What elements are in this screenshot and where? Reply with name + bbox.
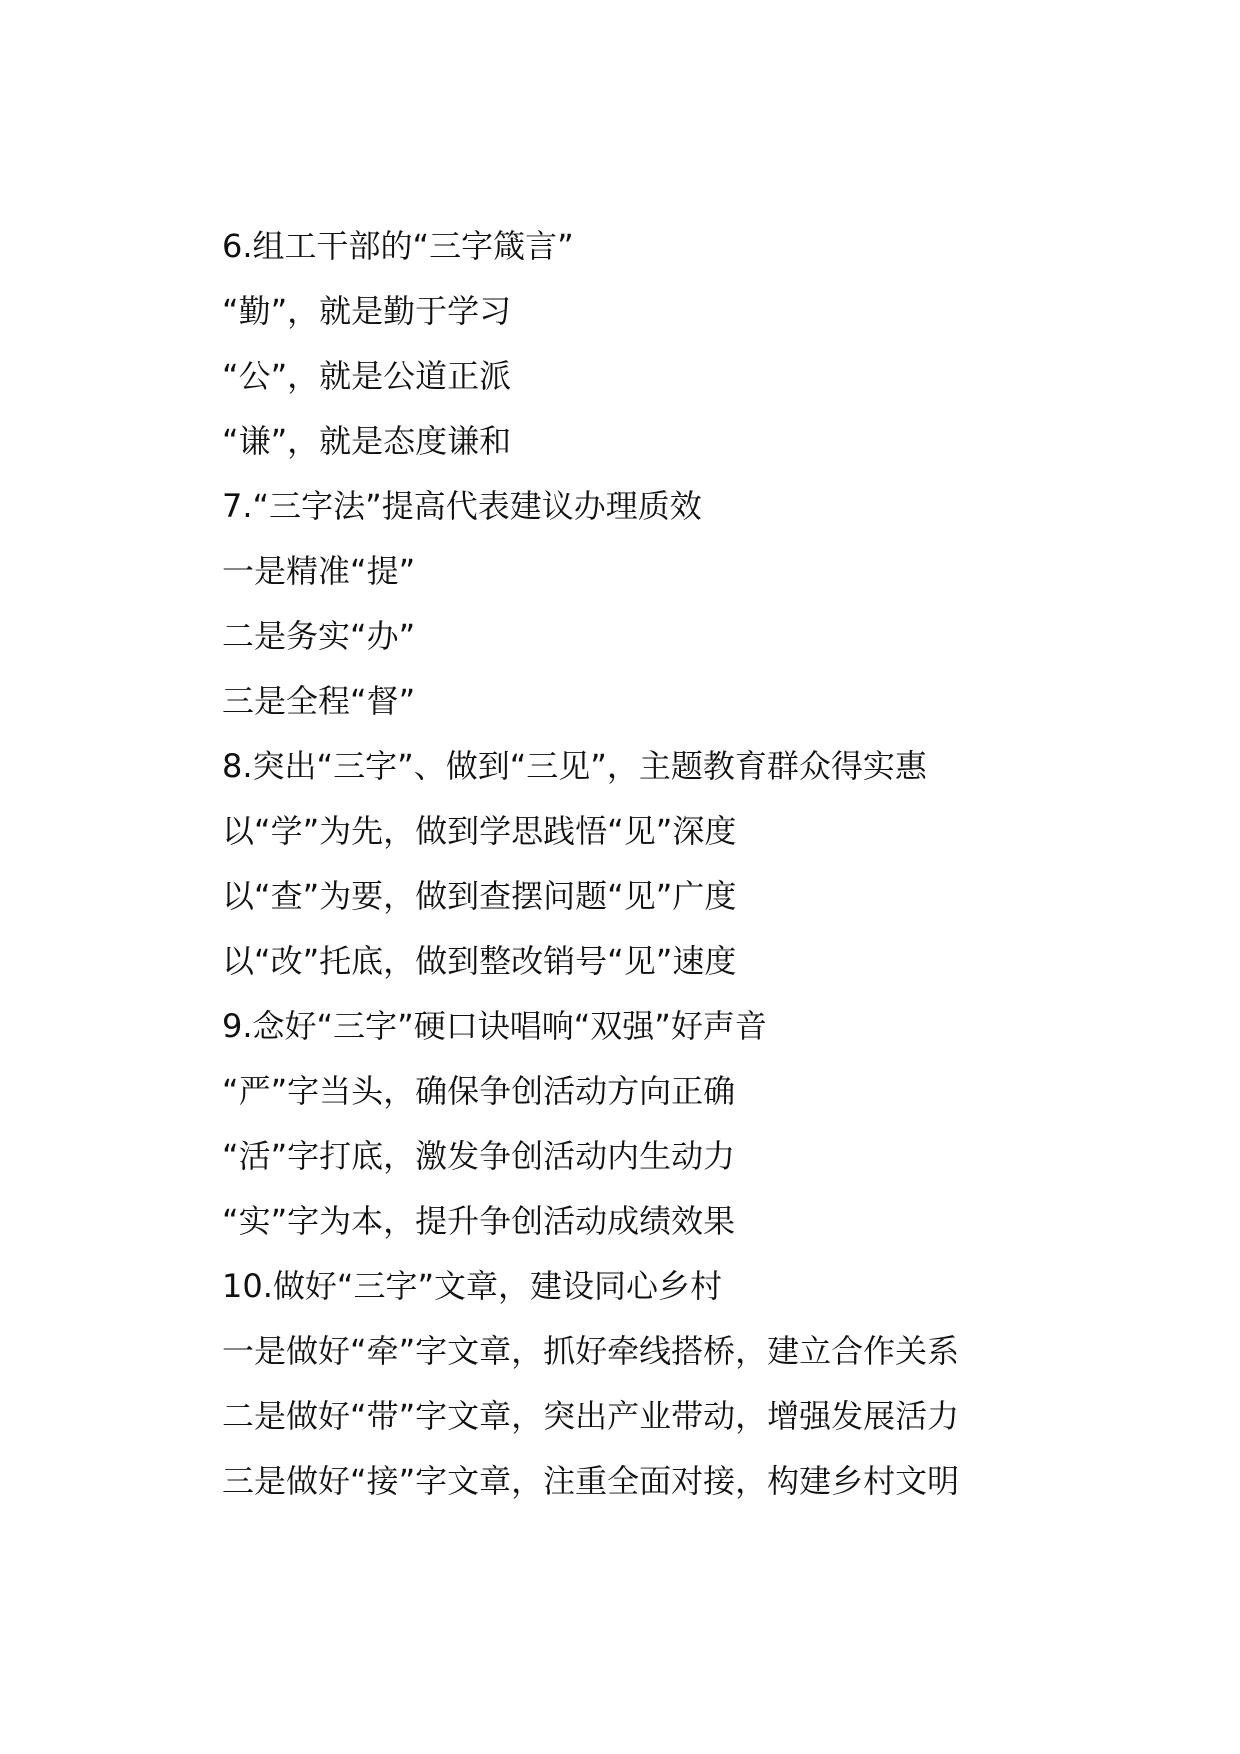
section-heading-8: 8.突出“三字”、做到“三见”，主题教育群众得实惠 xyxy=(222,747,927,785)
text-line: “实”字为本，提升争创活动成绩效果 xyxy=(222,1202,736,1240)
text-line: “活”字打底，激发争创活动内生动力 xyxy=(222,1137,736,1175)
text-line: 以“改”托底，做到整改销号“见”速度 xyxy=(222,942,737,980)
text-line: 一是做好“牵”字文章，抓好牵线搭桥，建立合作关系 xyxy=(222,1332,960,1370)
section-heading-9: 9.念好“三字”硬口诀唱响“双强”好声音 xyxy=(222,1007,767,1045)
text-line: 以“查”为要，做到查摆问题“见”广度 xyxy=(222,877,737,915)
text-line: 以“学”为先，做到学思践悟“见”深度 xyxy=(222,812,737,850)
text-line: “谦”，就是态度谦和 xyxy=(222,422,512,460)
document-body xyxy=(222,214,1122,1514)
section-heading-7: 7.“三字法”提高代表建议办理质效 xyxy=(222,487,702,525)
text-line: 三是全程“督” xyxy=(222,682,416,720)
text-line: 二是务实“办” xyxy=(222,617,416,655)
text-line: 一是精准“提” xyxy=(222,552,416,590)
text-line: 二是做好“带”字文章，突出产业带动，增强发展活力 xyxy=(222,1397,960,1435)
text-line: “勤”，就是勤于学习 xyxy=(222,292,512,330)
text-line: 三是做好“接”字文章，注重全面对接，构建乡村文明 xyxy=(222,1462,960,1500)
section-heading-6: 6.组工干部的“三字箴言” xyxy=(222,227,574,265)
section-heading-10: 10.做好“三字”文章，建设同心乡村 xyxy=(222,1267,723,1305)
text-line: “严”字当头，确保争创活动方向正确 xyxy=(222,1072,736,1110)
text-line: “公”，就是公道正派 xyxy=(222,357,512,395)
